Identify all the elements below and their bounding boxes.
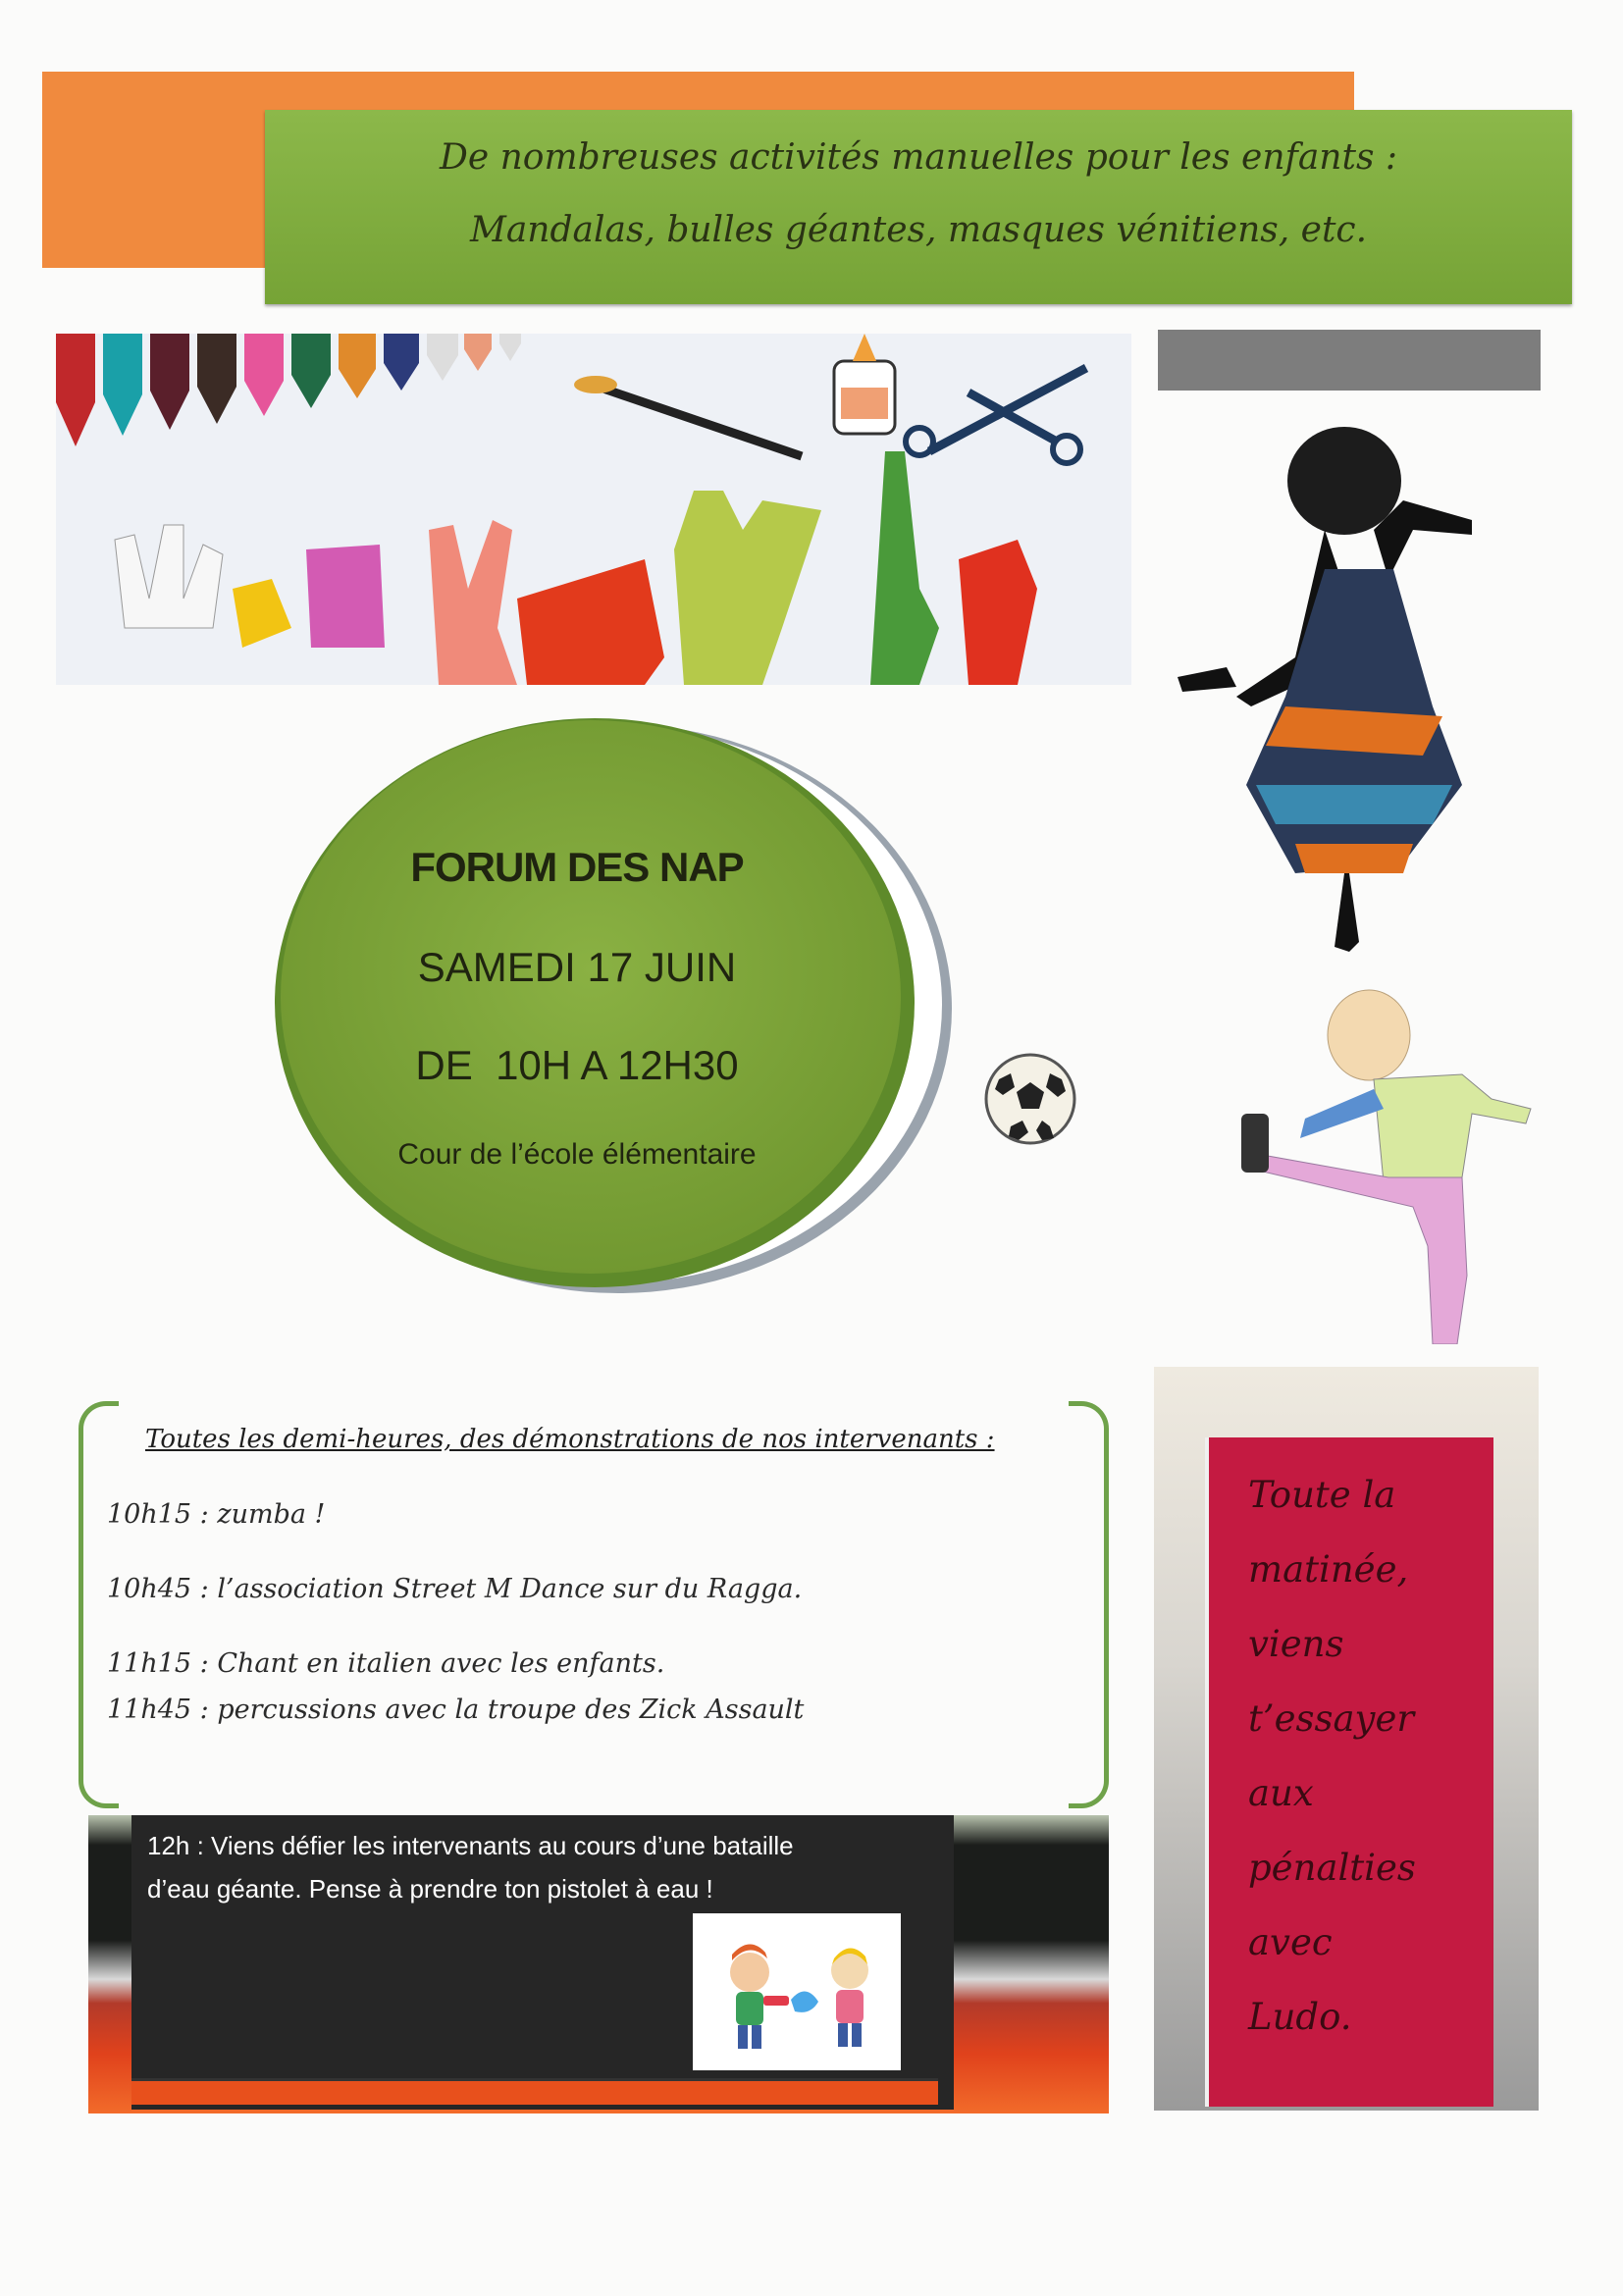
kids-water-fight-icon <box>693 1913 901 2070</box>
banner-line-2: Mandalas, bulles géantes, masques vénitiens, etc. <box>469 210 1368 250</box>
activities-banner <box>265 110 1572 304</box>
penalties-line: matinée, <box>1248 1548 1409 1591</box>
event-date: SAMEDI 17 JUIN <box>417 944 737 990</box>
grey-bar <box>1158 330 1541 391</box>
forum-oval <box>253 693 962 1311</box>
scissors-icon <box>906 368 1086 463</box>
penalties-line: pénalties <box>1248 1847 1416 1889</box>
water-battle-line-2: d’eau géante. Pense à prendre ton pistolet à eau ! <box>147 1874 713 1904</box>
penalties-line: avec <box>1248 1921 1333 1963</box>
colored-pencils-icon <box>56 334 521 446</box>
penalties-line: Toute la <box>1248 1474 1396 1516</box>
glue-bottle-icon <box>834 334 895 434</box>
crafts-image <box>56 334 1131 685</box>
water-pistol-kids-image <box>693 1913 901 2070</box>
penalties-line: t’essayer <box>1248 1697 1415 1740</box>
demo-item: 10h15 : zumba ! <box>107 1499 326 1530</box>
paintbrush-icon <box>574 376 802 456</box>
dancer-illustration <box>1178 412 1501 962</box>
event-time: DE 10H A 12H30 <box>415 1042 739 1088</box>
water-battle-underline <box>131 2078 938 2105</box>
dancer-icon <box>1178 427 1472 952</box>
event-place: Cour de l’école élémentaire <box>397 1138 757 1171</box>
kicking-boy-illustration <box>1227 981 1550 1344</box>
penalties-line: Ludo. <box>1248 1996 1352 2038</box>
boy-icon <box>1241 990 1531 1344</box>
football-icon <box>981 1050 1079 1148</box>
demonstrations-heading: Toutes les demi-heures, des démonstrations de nos intervenants : <box>145 1425 995 1454</box>
pencils-and-hands-illustration <box>56 334 1131 685</box>
painted-hands-icon <box>115 451 1037 685</box>
left-bracket <box>79 1401 119 1808</box>
event-title: FORUM DES NAP <box>410 844 744 890</box>
demo-item: 11h45 : percussions avec la troupe des Zick Assault <box>107 1695 805 1725</box>
water-battle-line-1: 12h : Viens défier les intervenants au cours d’une bataille <box>147 1831 794 1860</box>
penalties-line: viens <box>1248 1623 1344 1665</box>
demo-item: 11h15 : Chant en italien avec les enfants. <box>107 1648 665 1679</box>
demo-item: 10h45 : l’association Street M Dance sur du Ragga. <box>107 1574 803 1604</box>
right-bracket <box>1069 1401 1109 1808</box>
penalties-line: aux <box>1248 1772 1314 1814</box>
banner-line-1: De nombreuses activités manuelles pour les enfants : <box>440 137 1397 178</box>
